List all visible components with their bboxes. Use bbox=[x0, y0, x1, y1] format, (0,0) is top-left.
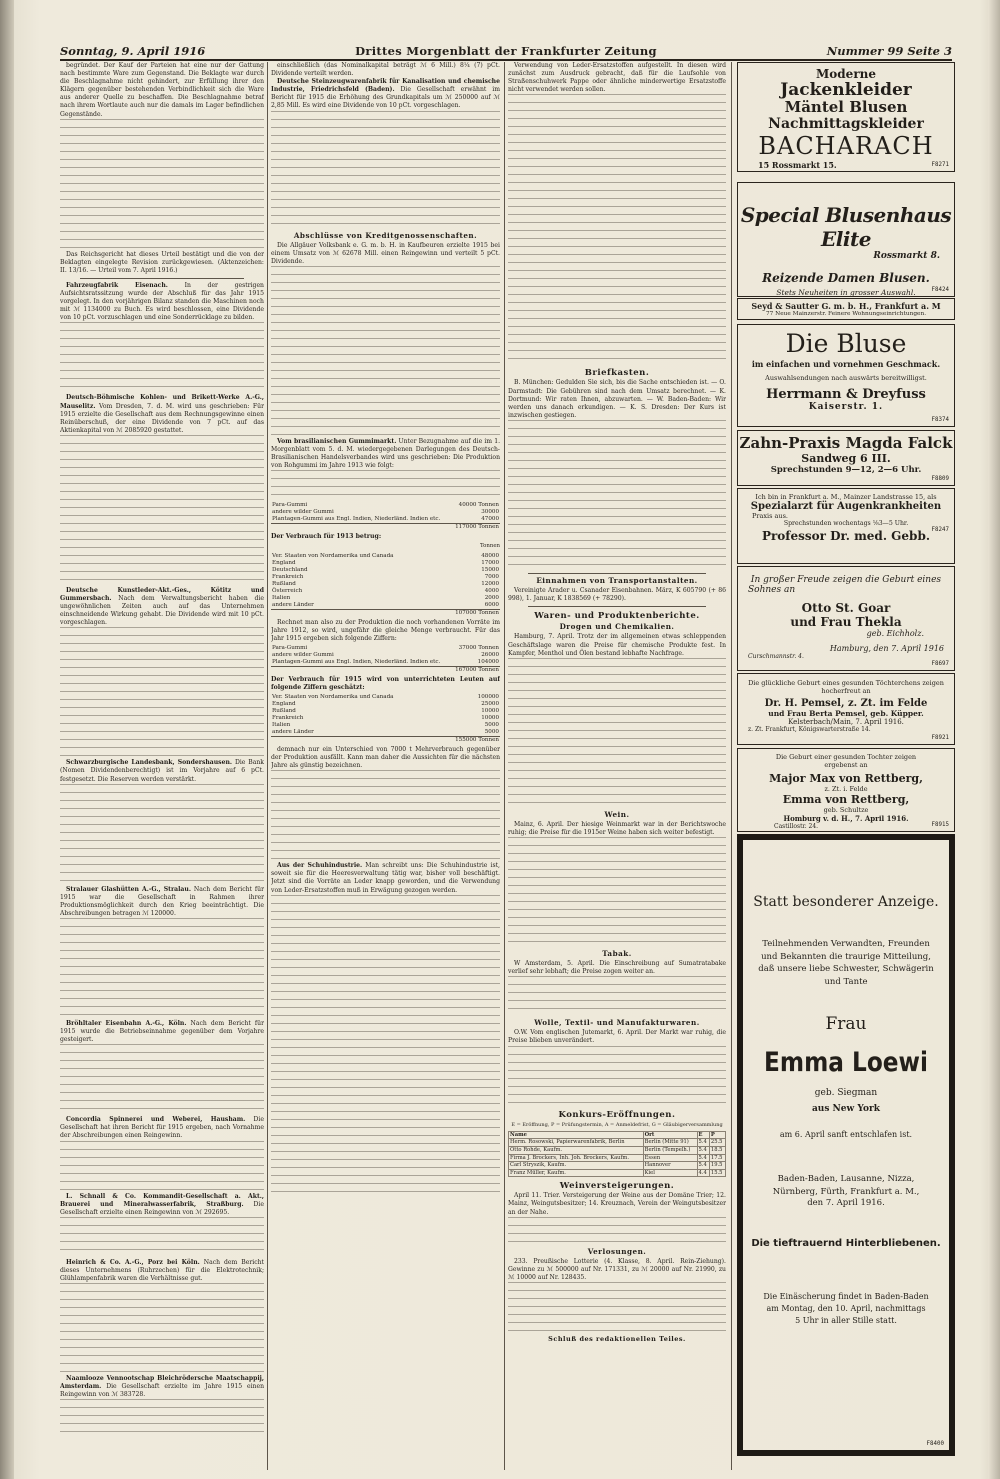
ad-text: aus New York bbox=[811, 1104, 881, 1114]
ad-text: Sohnes an bbox=[748, 585, 796, 595]
article-text-block bbox=[271, 266, 500, 436]
table-cell: 19.5 bbox=[709, 1162, 725, 1170]
ad-text: Jackenkleider bbox=[780, 80, 912, 100]
article-text-block bbox=[508, 94, 726, 364]
article-text-block bbox=[508, 1217, 726, 1245]
column-2 bbox=[271, 62, 500, 1470]
table-cell-label: Plantagen-Gummi aus Engl. Indien, Niederländ. Indien etc. bbox=[272, 516, 441, 523]
ad-address: Kaiserstr. 1. bbox=[808, 402, 884, 412]
ad-address: Castillostr. 24. bbox=[774, 823, 819, 830]
ad-address: Curschmannstr. 4. bbox=[748, 653, 804, 660]
article-text: Man schreibt uns: Die Schuhindustrie ist, soweit sie für die Heeresverwaltung tätig war, bisher voll beschäftigt. Jetzt sind die Vorräte an Leder knapp geworden, und die Verwendung von Leder-Ersatzstoffen muß in Erwägung gezogen werden. bbox=[271, 862, 500, 894]
table-row bbox=[271, 729, 500, 737]
table-cell: Kiel bbox=[643, 1169, 697, 1177]
article-text-block bbox=[60, 1141, 264, 1191]
table-row bbox=[509, 1169, 726, 1177]
article-text-block bbox=[271, 470, 500, 500]
table-total-row bbox=[271, 609, 500, 617]
ad-text: Praxis aus. bbox=[752, 512, 788, 520]
table-total-value: 167000 Tonnen bbox=[451, 666, 500, 674]
editorial-end-note: Schluß des redaktionellen Teiles. bbox=[548, 1335, 686, 1344]
ad-reference: F8424 bbox=[931, 287, 949, 293]
article-text: Nach dem Verwaltungsbericht haben die ungewöhnlichen Zeiten auch auf das Unternehmen einschneidende Wirkung gehabt. Die Dividende wird mit 10 pCt. vorgeschlagen. bbox=[60, 594, 264, 627]
masthead-page-number: Nummer 99 Seite 3 bbox=[826, 44, 952, 58]
ad-text: Die Geburt einer gesunden Tochter zeigen ergebenst an bbox=[775, 753, 917, 769]
table-cell-value: 26000 bbox=[481, 651, 499, 658]
table-total-row bbox=[271, 736, 500, 744]
page-binding bbox=[0, 0, 14, 1479]
article-text: demnach nur ein Unterschied von 7000 t Mehrverbrauch gegenüber der Produktion ausfällt. Kann man daher die Aussichten für die nächsten Jahre als günstig bezeichnen. bbox=[271, 745, 500, 770]
table-row bbox=[271, 715, 500, 722]
ad-text: In großer Freude zeigen die Geburt eines bbox=[750, 575, 942, 585]
ad-text: geb. Siegman bbox=[814, 1088, 878, 1098]
table-cell-label: Ver. Staaten von Nordamerika und Canada bbox=[272, 552, 394, 559]
ad-birth-goar bbox=[737, 566, 955, 671]
ad-place-date: Homburg v. d. H., 7. April 1916. bbox=[783, 814, 909, 823]
ad-reference: F8400 bbox=[926, 1441, 944, 1447]
section-heading: Einnahmen von Transportanstalten. bbox=[536, 575, 698, 585]
column-rule bbox=[731, 62, 732, 1470]
ad-address: 15 Rossmarkt 15. bbox=[758, 160, 837, 170]
article-headline: Deutsch-Böhmische Kohlen- und Brikett-Werke A.-G., Mauselitz. bbox=[60, 394, 264, 410]
ad-reference: F8809 bbox=[931, 476, 949, 482]
ad-name: und Frau Berta Pemsel, geb. Küpper. bbox=[768, 709, 924, 718]
ad-place-date: Kelsterbach/Main, 7. April 1916. bbox=[788, 718, 904, 726]
rubber-production-1915-table bbox=[271, 645, 500, 674]
table-row bbox=[271, 659, 500, 667]
ad-birth-rettberg bbox=[737, 748, 955, 832]
ad-text: daß unsere liebe Schwester, Schwägerin bbox=[758, 964, 934, 974]
ad-title: Die Bluse bbox=[785, 329, 907, 358]
ad-text: im einfachen und vornehmen Geschmack. bbox=[751, 359, 941, 369]
ad-signature: Die tieftrauernd Hinterbliebenen. bbox=[751, 1238, 941, 1249]
ad-address: 77 Neue Mainzerstr. Feinere Wohnungseinrichtungen. bbox=[765, 311, 927, 317]
table-cell: 4.4 bbox=[697, 1169, 709, 1177]
column-rule bbox=[267, 62, 268, 1470]
table-row bbox=[271, 701, 500, 708]
table-cell-value: 6000 bbox=[484, 601, 499, 608]
ad-text: und Bekannten die traurige Mitteilung, bbox=[761, 951, 931, 962]
table-cell-label: Italien bbox=[272, 594, 291, 601]
ad-brand: BACHARACH bbox=[758, 132, 934, 160]
article-text: Vom Dresden, 7. d. M. wird uns geschrieben: Für 1915 erzielte die Gesellschaft aus dem Rechnungsgewinne einen Reinüberschuß, der eine Dividende von 7 pCt. auf das Aktienkapital von ℳ 2085920 gestattet. bbox=[60, 402, 264, 434]
article-text: Die Gesellschaft erzielte einen Reingewinn von ℳ 292695. bbox=[60, 1200, 264, 1216]
ad-name: und Frau Thekla bbox=[790, 615, 902, 629]
ad-text: geb. Schultze bbox=[823, 806, 869, 814]
table-cell-label: Ver. Staaten von Nordamerika und Canada bbox=[272, 693, 394, 700]
article-text: Die Bank (Nomen Dividendenberechtigt) ist im Vorjahre auf 6 pCt. festgesetzt. Die Reserven werden verstärkt. bbox=[60, 759, 264, 783]
ad-text: Sprechstunden 9—12, 2—6 Uhr. bbox=[770, 465, 922, 475]
divider bbox=[528, 573, 706, 574]
ad-place-date: den 7. April 1916. bbox=[807, 1198, 885, 1208]
article-text-block bbox=[508, 420, 726, 570]
article-text: Nach dem Bericht für 1915 war die Gesellschaft in Rahmen ihrer Produktionsmöglichkeit durch den Krieg beeinträchtigt. Die Abschreibungen betragen ℳ 120000. bbox=[60, 885, 264, 917]
article-text-block bbox=[60, 1217, 264, 1257]
table-cell: 18.5 bbox=[709, 1146, 725, 1154]
table-cell: Carl Stryszik, Kaufm. bbox=[509, 1162, 644, 1170]
table-cell: 5.4 bbox=[697, 1154, 709, 1162]
ad-title: Special Blusenhaus Elite bbox=[740, 203, 952, 251]
table-cell-value: 40000 Tonnen bbox=[458, 502, 499, 509]
table-cell-value: 37000 Tonnen bbox=[458, 644, 499, 651]
article-text-block bbox=[60, 119, 264, 249]
ad-text: Auswahlsendungen nach auswärts bereitwilligst. bbox=[765, 374, 927, 382]
table-row bbox=[271, 588, 500, 595]
ad-text: Die glückliche Geburt eines gesunden Töchterchens zeigen hocherfreut an bbox=[748, 679, 944, 695]
table-row bbox=[271, 645, 500, 652]
table-cell: Berlin (Tempelh.) bbox=[643, 1146, 697, 1154]
article-headline: Fahrzeugfabrik Eisenach. bbox=[66, 281, 168, 289]
table-total-value: 117000 Tonnen bbox=[451, 524, 500, 532]
section-heading: Weinversteigerungen. bbox=[559, 1181, 675, 1192]
ad-name: Otto St. Goar bbox=[801, 601, 891, 615]
ad-augenarzt bbox=[737, 488, 955, 564]
ad-zahn-praxis bbox=[737, 430, 955, 486]
ad-name: Dr. H. Pemsel, z. Zt. im Felde bbox=[764, 698, 928, 709]
article-text: Die Allgäuer Volksbank e. G. m. b. H. in Kaufbeuren erzielte 1915 bei einem Umsatz von ℳ 62678 Mill. einen Reingewinn und verteilt 5 pCt. Dividende. bbox=[271, 241, 500, 265]
ad-text: Ich bin in Frankfurt a. M., Mainzer Landstrasse 15, als bbox=[755, 493, 937, 501]
table-cell-value: 104000 bbox=[477, 658, 499, 665]
article-text-block bbox=[271, 111, 500, 229]
table-header-row bbox=[509, 1131, 726, 1139]
table-cell: 17.5 bbox=[709, 1154, 725, 1162]
table-cell-value: 12000 bbox=[481, 580, 499, 587]
article-text: Hamburg, 7. April. Trotz der im allgemeinen etwas schleppenden Geschäftslage waren die Preise für chemische Produkte fest. In Kampfer, Menthol und Ölen bestand lebhafte Nachfrage. bbox=[508, 633, 726, 657]
article-headline: Aus der Schuhindustrie. bbox=[277, 862, 363, 870]
ad-reference: F8697 bbox=[931, 661, 949, 667]
section-heading: Briefkasten. bbox=[584, 368, 650, 379]
table-row bbox=[271, 574, 500, 581]
masthead-date: Sonntag, 9. April 1916 bbox=[60, 44, 206, 58]
table-cell-label: andere wilder Gummi bbox=[272, 509, 334, 516]
divider bbox=[80, 278, 244, 279]
article-headline: Naamlooze Vennootschap Bleichrödersche Maatschappij, Amsterdam. bbox=[60, 1375, 264, 1391]
table-row bbox=[271, 560, 500, 567]
table-cell: Essen bbox=[643, 1154, 697, 1162]
article-text: Die Gesellschaft erzielte im Jahre 1915 einen Reingewinn von ℳ 383728. bbox=[60, 1383, 264, 1399]
ad-reference: F8271 bbox=[931, 162, 949, 168]
article-headline: L. Schnall & Co. Kommandit-Gesellschaft a. Akt., Brauerei und Mineralwasserfabrik, Straßburg. bbox=[60, 1192, 264, 1208]
bankruptcy-table bbox=[508, 1131, 726, 1178]
table-row bbox=[509, 1146, 726, 1154]
masthead bbox=[60, 43, 952, 61]
table-cell-label: Italien bbox=[272, 721, 291, 728]
table-row bbox=[271, 553, 500, 560]
section-heading: Konkurs-Eröffnungen. bbox=[558, 1109, 676, 1120]
ad-title: Statt besonderer Anzeige. bbox=[753, 894, 939, 910]
article-text: Die Gesellschaft hat ihren Bericht für 1915 ergeben, nach Vornahme der Abschreibungen einen Reingewinn. bbox=[60, 1116, 264, 1140]
table-legend: E = Eröffnung, P = Prüfungstermin, A = Anmeldefrist, G = Gläubigerversammlung bbox=[511, 1121, 723, 1128]
ad-die-bluse bbox=[737, 324, 955, 427]
article-text-block bbox=[60, 918, 264, 1018]
ad-text: Sprechstunden wochentags ⅛3—5 Uhr. bbox=[783, 520, 909, 527]
ad-name: Major Max von Rettberg, bbox=[769, 772, 923, 785]
ad-place-date: Baden-Baden, Lausanne, Nizza, Nürnberg, Fürth, Frankfurt a. M., bbox=[772, 1174, 920, 1197]
ad-birth-pemsel bbox=[737, 673, 955, 745]
ad-text: am 6. April sanft entschlafen ist. bbox=[779, 1130, 913, 1139]
table-cell-label: andere Länder bbox=[272, 601, 314, 608]
ad-title: Seyd & Sautter G. m. b. H., Frankfurt a. M bbox=[751, 301, 941, 311]
divider bbox=[528, 606, 706, 607]
ad-text: Nachmittagskleider bbox=[768, 116, 924, 132]
ad-text: geb. Eichholz. bbox=[866, 629, 924, 638]
article-text: Rechnet man also zu der Produktion die noch vorhandenen Vorräte im Jahre 1912, so wird, ungefähr die gleiche Menge verbraucht. Für das Jahr 1915 ergeben sich folgende Ziffern: bbox=[271, 618, 500, 642]
article-text-block bbox=[60, 1283, 264, 1373]
column-3 bbox=[508, 62, 726, 1470]
article-text-block bbox=[508, 1282, 726, 1332]
article-text: In der gestrigen Aufsichtsratssitzung wurde der Abschluß für das Jahr 1915 vorgelegt. In den vorjährigen Bilanz standen die Maschinen noch mit ℳ 1134000 zu Buch. Es wird beschlossen, eine Dividende von 10 pCt. vorzuschlagen und eine Sonderrücklage zu bilden. bbox=[60, 281, 264, 322]
masthead-title: Drittes Morgenblatt der Frankfurter Zeitung bbox=[355, 44, 657, 58]
article-text: Unter Bezugnahme auf die im 1. Morgenblatt vom 5. d. M. wiedergegebenen Darlegungen des Deutsch-Brasilianischen Handelsverbandes wird uns geschrieben: Die Produktion von Rohgummi im Jahre 1913 wie folgt: bbox=[271, 437, 500, 470]
section-heading: Abschlüsse von Kreditgenossenschaften. bbox=[293, 230, 478, 240]
table-cell-value: 5000 bbox=[484, 721, 499, 728]
table-row bbox=[271, 652, 500, 659]
table-cell-value: 4000 bbox=[484, 587, 499, 594]
ad-bacharach bbox=[737, 62, 955, 172]
article-headline: Bröhltaler Eisenbahn A.-G., Köln. bbox=[66, 1020, 187, 1027]
article-text: Vereinigte Arader u. Csanader Eisenbahnen. März, K 605790 (+ 86 998), 1. Januar, K 1838569 (+ 78290). bbox=[508, 587, 726, 603]
ad-seyd-sautter bbox=[737, 298, 955, 320]
article-headline: Concordia Spinnerei und Weberei, Hausham. bbox=[66, 1116, 246, 1124]
ad-text: und Tante bbox=[824, 976, 868, 987]
table-cell-label: Para-Gummi bbox=[272, 644, 308, 651]
table-row bbox=[509, 1139, 726, 1147]
article-text: begründet. Der Kauf der Parteien hat eine nur der Gattung nach bestimmte Ware zum Gegenstand. Die Beklagte war durch die Beschlagnahme nicht gehindert, zur Erfüllung ihrer den Klägern gegenüber bestehenden Verbindlichkeit sich die Ware aus anderer Quelle zu beschaffen. Die Beschlagnahme betraf nach ihrem Wortlaute auch nur die damals im Lager befindlichen Gegenstände. bbox=[60, 62, 264, 118]
table-total-row bbox=[271, 666, 500, 674]
ad-text: Frau bbox=[825, 1014, 867, 1034]
ad-name: Professor Dr. med. Gebb. bbox=[761, 529, 931, 543]
article-text: B. München: Gedulden Sie sich, bis die Sache entschieden ist. — O. Darmstadt: Die Gebühren sind nach dem Umsatz berechnet. — K. Dortmund: Wir raten Ihnen, abzuwarten. — W. Baden-Baden: Wir werden uns danach erkundigen. — K. S. Dresden: Der Kurs ist inzwischen gestiegen. bbox=[508, 379, 726, 419]
table-cell: 15.5 bbox=[709, 1169, 725, 1177]
table-row bbox=[271, 708, 500, 715]
article-text-block bbox=[60, 1399, 264, 1439]
ad-name: Emma Loewi bbox=[764, 1047, 928, 1078]
page-edge bbox=[988, 0, 1000, 1479]
article-text: Nach dem Bericht für 1915 wurde die Betriebseinnahme gegenüber dem Vorjahre gesteigert. bbox=[60, 1020, 264, 1044]
table-row bbox=[271, 502, 500, 509]
table-cell: Hannover bbox=[643, 1162, 697, 1170]
section-subheading: Wolle, Textil- und Manufakturwaren. bbox=[534, 1018, 700, 1028]
table-row bbox=[271, 595, 500, 602]
table-header-cell: Ort bbox=[643, 1131, 697, 1139]
table-cell: 5.4 bbox=[697, 1146, 709, 1154]
ad-reference: F8921 bbox=[931, 735, 949, 741]
table-cell-value: 15000 bbox=[481, 566, 499, 573]
ad-text: Reizende Damen Blusen. bbox=[762, 271, 930, 285]
column-1 bbox=[60, 62, 264, 1470]
article-text: Mainz, 6. April. Der hiesige Weinmarkt war in der Berichtswoche ruhig; die Preise für die 1915er Weine haben sich weiter befestigt. bbox=[508, 820, 726, 836]
article-text-block bbox=[271, 770, 500, 860]
table-header-cell: P bbox=[709, 1131, 725, 1139]
ad-text: Moderne bbox=[816, 67, 876, 81]
rubber-consumption-1915-table bbox=[271, 694, 500, 744]
article-text: Verwendung von Leder-Ersatzstoffen aufgestellt. In diesen wird zunächst zum Ausdruck gebracht, daß für die Laufsohle von Straßenschuhwerk Pappe oder ähnliche minderwertige Ersatzstoffe nicht verwendet werden sollen. bbox=[508, 62, 726, 94]
table-cell-value: 10000 bbox=[481, 714, 499, 721]
ad-obituary-loewi bbox=[737, 834, 955, 1456]
article-text-block bbox=[60, 322, 264, 392]
table-cell-value: 100000 bbox=[477, 693, 499, 700]
table-cell-value: 2000 bbox=[484, 594, 499, 601]
section-subheading: Wein. bbox=[604, 809, 630, 819]
table-cell: Berlin (Mitte 91) bbox=[643, 1139, 697, 1147]
table-total-value: 155000 Tonnen bbox=[438, 736, 500, 744]
rubber-consumption-1913-table bbox=[271, 553, 500, 617]
ad-address: z. Zt. Frankfurt, Königswarterstraße 14. bbox=[748, 726, 871, 733]
section-heading: Waren- und Produktenberichte. bbox=[534, 611, 700, 622]
article-text: April 11. Trier. Versteigerung der Weine aus der Domäne Trier; 12. Mainz, Weingutsbesitzer; 14. Kreuznach, Verein der Weingutsbesitzer an der Nahe. bbox=[508, 1192, 726, 1216]
article-headline: Stralauer Glashütten A.-G., Stralau. bbox=[66, 885, 191, 893]
section-subheading: Drogen und Chemikalien. bbox=[559, 622, 675, 632]
article-text: einschließlich (das Nominalkapital beträgt ℳ 6 Mill.) 8¼ (7) pCt. Dividende verteilt werden. bbox=[271, 62, 500, 78]
ad-text: Stets Neuheiten in grosser Auswahl. bbox=[776, 288, 916, 297]
ad-address: Rossmarkt 8. bbox=[873, 251, 940, 261]
ad-text: Teilnehmenden Verwandten, Freunden bbox=[762, 939, 930, 949]
table-total-row bbox=[271, 524, 500, 532]
table-cell-label: andere Länder bbox=[272, 728, 314, 735]
ad-reference: F8374 bbox=[931, 417, 949, 423]
table-cell: 5.4 bbox=[697, 1162, 709, 1170]
table-cell-label: Deutschland bbox=[272, 566, 308, 573]
table-row bbox=[271, 602, 500, 610]
section-subheading: Tabak. bbox=[602, 948, 632, 958]
table-cell-value: 10000 bbox=[481, 707, 499, 714]
table-caption: Der Verbrauch für 1913 betrug: bbox=[271, 533, 382, 541]
article-text-block bbox=[60, 1044, 264, 1114]
section-heading: Verlosungen. bbox=[587, 1246, 647, 1256]
ad-blusenhaus-elite bbox=[737, 182, 955, 297]
table-header-cell: Name bbox=[509, 1131, 644, 1139]
ad-text: Die Einäscherung findet in Baden-Baden am Montag, den 10. April, nachmittags 5 Uhr in aller Stille statt. bbox=[763, 1292, 929, 1325]
article-headline: Schwarzburgische Landesbank, Sondershausen. bbox=[66, 759, 233, 767]
ad-title: Zahn-Praxis Magda Falck bbox=[739, 434, 953, 452]
article-text: Das Reichsgericht hat dieses Urteil bestätigt und die von der Beklagten eingelegte Revision zurückgewiesen. (Aktenzeichen: II. 13/16. — Urteil vom 7. April 1916.) bbox=[60, 250, 264, 274]
table-header-cell: E bbox=[697, 1131, 709, 1139]
column-rule bbox=[504, 62, 505, 1470]
table-row bbox=[271, 509, 500, 516]
table-cell-value: 17000 bbox=[481, 559, 499, 566]
article-text: Die Gesellschaft erwähnt im Bericht für 1915 die Erhöhung des Grundkapitals um ℳ 250000 auf ℳ 2,85 Mill. Es wird eine Dividende von 10 pCt. vorgeschlagen. bbox=[271, 86, 500, 110]
table-row bbox=[271, 694, 500, 701]
article-headline: Heinrich & Co. A.-G., Porz bei Köln. bbox=[66, 1258, 200, 1266]
table-cell-label: Rußland bbox=[272, 707, 296, 714]
ad-text: Mäntel Blusen bbox=[784, 98, 908, 116]
table-caption: Der Verbrauch für 1915 wird von unterrichteten Leuten auf folgende Ziffern geschätzt: bbox=[271, 675, 500, 691]
table-cell: Franz Müller, Kaufm. bbox=[509, 1169, 644, 1177]
table-cell-label: Para-Gummi bbox=[272, 502, 308, 509]
ad-name: Emma von Rettberg, bbox=[782, 793, 910, 806]
article-text: Nach dem Bericht dieses Unternehmens (Ruhrzechen) für die Elektrotechnik; Glühlampenfabrik waren die Verhältnisse gut. bbox=[60, 1258, 264, 1283]
table-row bbox=[271, 516, 500, 524]
article-headline: Deutsche Steinzeugwarenfabrik für Kanalisation und chemische Industrie, Friedrichsfeld (Baden). bbox=[271, 78, 500, 94]
table-row bbox=[271, 722, 500, 729]
table-cell-label: Frankreich bbox=[272, 573, 304, 580]
article-text-block bbox=[508, 976, 726, 1016]
article-text-block bbox=[60, 627, 264, 757]
table-row bbox=[271, 567, 500, 574]
table-cell-value: 5000 bbox=[484, 728, 499, 735]
table-cell: Firma J. Brockers, Inh. Joh. Brockers, Kaufm. bbox=[509, 1154, 644, 1162]
table-cell-value: 25000 bbox=[481, 700, 499, 707]
ad-address: Sandweg 6 III. bbox=[801, 452, 891, 465]
table-row bbox=[509, 1154, 726, 1162]
article-text: W Amsterdam, 5. April. Die Einschreibung auf Sumatratabake verlief sehr lebhaft; die Preise zogen weiter an. bbox=[508, 960, 726, 976]
table-total-value: 107000 Tonnen bbox=[438, 609, 500, 617]
table-cell-label: Rußland bbox=[272, 580, 296, 587]
ad-text: Spezialarzt für Augenkrankheiten bbox=[750, 501, 942, 512]
article-text-block bbox=[508, 837, 726, 947]
table-cell-label: England bbox=[272, 559, 296, 566]
table-cell-label: Plantagen-Gummi aus Engl. Indien, Niederländ. Indien etc. bbox=[272, 658, 441, 665]
article-headline: Vom brasilianischen Gummimarkt. bbox=[277, 437, 397, 445]
table-cell: 5.4 bbox=[697, 1139, 709, 1147]
article-headline: Deutsche Kunstleder-Akt.-Ges., Kötitz und Gummersbach. bbox=[60, 586, 264, 602]
ad-text: z. Zt. i. Felde bbox=[824, 785, 868, 793]
table-cell: Herm. Rosowski, Papierwarenfabrik, Berlin bbox=[509, 1139, 644, 1147]
article-text-block bbox=[508, 658, 726, 808]
article-text-block bbox=[271, 895, 500, 1195]
article-text: O.W. Vom englischen Jutemarkt, 6. April. Der Markt war ruhig, die Preise blieben unverändert. bbox=[508, 1029, 726, 1045]
table-row bbox=[509, 1162, 726, 1170]
table-cell-label: England bbox=[272, 700, 296, 707]
table-cell-label: andere wilder Gummi bbox=[272, 651, 334, 658]
table-cell-value: 48000 bbox=[481, 552, 499, 559]
ad-reference: F8915 bbox=[931, 822, 949, 828]
table-cell-label: Frankreich bbox=[272, 714, 304, 721]
ad-place-date: Hamburg, den 7. April 1916 bbox=[829, 644, 944, 653]
table-cell: 25.5 bbox=[709, 1139, 725, 1147]
table-cell-value: 30000 bbox=[481, 509, 499, 516]
table-unit: Tonnen bbox=[479, 543, 500, 550]
article-text-block bbox=[508, 1046, 726, 1106]
rubber-production-1913-table bbox=[271, 502, 500, 531]
table-cell-value: 7000 bbox=[484, 573, 499, 580]
table-cell-value: 47000 bbox=[481, 516, 499, 523]
article-text-block bbox=[60, 784, 264, 884]
ad-reference: F8247 bbox=[931, 527, 949, 533]
table-row bbox=[271, 581, 500, 588]
article-text-block bbox=[60, 435, 264, 585]
ad-name: Herrmann & Dreyfuss bbox=[766, 387, 926, 402]
table-cell: Otto Rohde, Kaufm. bbox=[509, 1146, 644, 1154]
table-cell-label: Österreich bbox=[272, 587, 303, 594]
article-text: 233. Preußische Lotterie (4. Klasse, 8. April. Rein-Ziehung). Gewinne zu ℳ 500000 auf Nr. 171331, zu ℳ 20000 auf Nr. 21990, zu ℳ 10000 auf Nr. 128435. bbox=[508, 1257, 726, 1281]
